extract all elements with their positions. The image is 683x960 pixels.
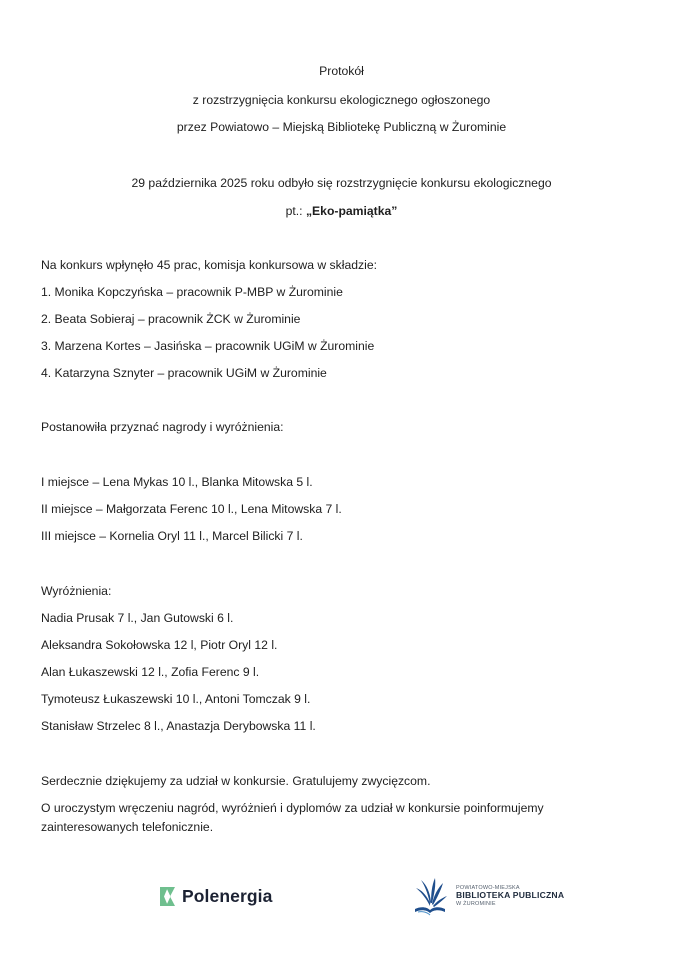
contest-title-prefix: pt.: [285, 204, 306, 218]
distinctions-heading: Wyróżnienia: [41, 584, 112, 598]
closing-info-line1: O uroczystym wręczeniu nagród, wyróżnień i dyplomów za udział w konkursie poinformujemy [41, 801, 544, 815]
library-name-line3: W ŻUROMINIE [456, 900, 496, 907]
library-name-line2: BIBLIOTEKA PUBLICZNA [456, 890, 565, 901]
award-place: III miejsce – Kornelia Oryl 11 l., Marcel Bilicki 7 l. [41, 529, 303, 543]
committee-member: 4. Katarzyna Sznyter – pracownik UGiM w Żurominie [41, 366, 327, 380]
document-subtitle-line1: z rozstrzygnięcia konkursu ekologicznego ogłoszonego [192, 93, 491, 107]
polenergia-logo-icon [160, 887, 176, 906]
committee-member: 1. Monika Kopczyńska – pracownik P-MBP w Żurominie [41, 285, 343, 299]
committee-member: 3. Marzena Kortes – Jasińska – pracownik UGiM w Żurominie [41, 339, 375, 353]
award-place: I miejsce – Lena Mykas 10 l., Blanka Mitowska 5 l. [41, 475, 313, 489]
committee-intro: Na konkurs wpłynęło 45 prac, komisja konkursowa w składzie: [41, 258, 377, 272]
distinction-item: Stanisław Strzelec 8 l., Anastazja Derybowska 11 l. [41, 719, 316, 733]
contest-title: „Eko-pamiątka” [305, 204, 398, 218]
awards-intro: Postanowiła przyznać nagrody i wyróżnienia: [41, 420, 284, 434]
distinction-item: Tymoteusz Łukaszewski 10 l., Antoni Tomczak 9 l. [41, 692, 311, 706]
award-place: II miejsce – Małgorzata Ferenc 10 l., Lena Mitowska 7 l. [41, 502, 342, 516]
committee-member: 2. Beata Sobieraj – pracownik ŻCK w Żurominie [41, 312, 301, 326]
polenergia-logo [160, 884, 272, 908]
distinction-item: Alan Łukaszewski 12 l., Zofia Ferenc 9 l. [41, 665, 260, 679]
polenergia-name: Polenergia [182, 885, 273, 906]
library-name-line1: POWIATOWO-MIEJSKA [456, 884, 520, 891]
distinction-item: Aleksandra Sokołowska 12 l, Piotr Oryl 12 l. [41, 638, 278, 652]
distinction-item: Nadia Prusak 7 l., Jan Gutowski 6 l. [41, 611, 234, 625]
document-title: Protokół [319, 64, 364, 78]
closing-thanks: Serdecznie dziękujemy za udział w konkursie. Gratulujemy zwycięzcom. [41, 774, 431, 788]
document-subtitle-line2: przez Powiatowo – Miejską Bibliotekę Publiczną w Żurominie [176, 120, 507, 134]
closing-info-line2: zainteresowanych telefonicznie. [41, 820, 214, 834]
book-logo-icon [412, 876, 448, 916]
contest-title-line [0, 203, 683, 219]
intro-line: 29 października 2025 roku odbyło się rozstrzygnięcie konkursu ekologicznego [131, 176, 552, 190]
library-logo [412, 876, 564, 916]
